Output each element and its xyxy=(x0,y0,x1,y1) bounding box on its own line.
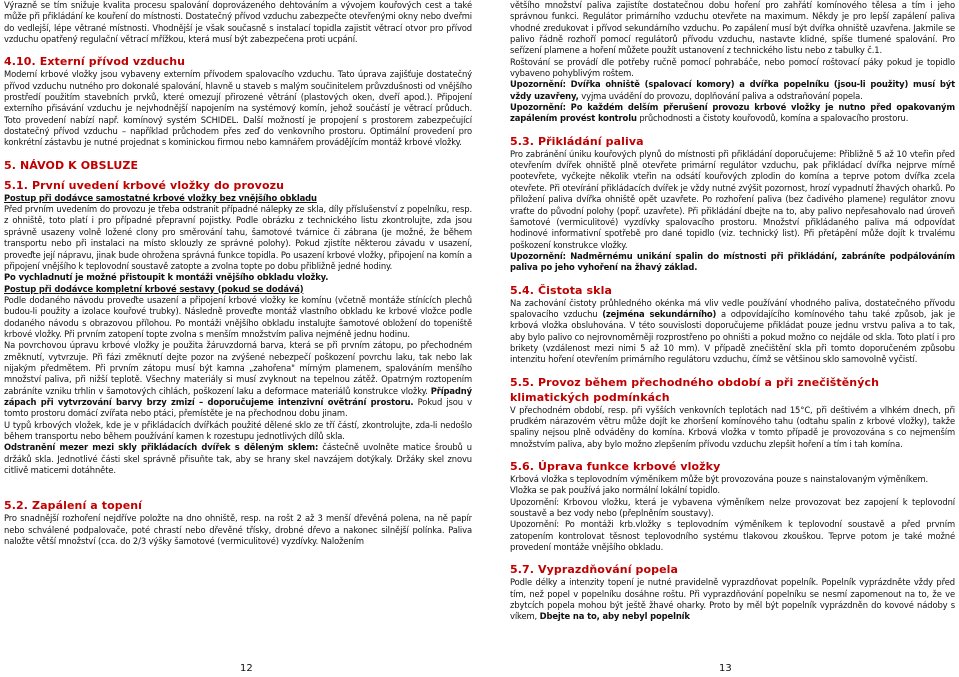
heading-5-5: 5.5. Provoz během přechodného období a při znečištěných klimatických podmínkách xyxy=(510,375,880,404)
glass-text-b: a odpovídajícího komínového tahu také způsob, jak je krbová vložka obsluhována. V této souvislosti doporučujeme přikládat pouze jednu vrstvu paliva a to tak, aby bylo palivo co nejrovnoměrněji rozprostřeno po ohništi a pokud možno co nejdále od skla. Toto platí i pro brikety (vzdálenost mezi nimi 5 až 10 mm). V případě znečištění skla při tomto doporučeném způsobu intenzitu hoření otevřením primárního regulátoru vzduchu, čímž se většinou sklo samovolně vyčistí. xyxy=(510,308,955,365)
smell-warning: Případný zápach při vytvrzování barvy brzy zmizí – doporučujeme intenzivní ovětrání prostoru. xyxy=(4,385,472,407)
paragraph-5-6-b: Vložka se pak používá jako normální lokální topidlo. xyxy=(510,485,720,496)
left-page xyxy=(4,0,472,677)
warning-fuel: Upozornění: Nadměrnému unikání spalin do místnosti při přikládání, zabráníte podpálováním paliva po jeho vyhoření na žhavý základ. xyxy=(510,250,955,273)
paint-text: Na povrchovou úpravu krbové vložky je použita žáruvzdorná barva, která se při prvním zátopu, po přechodném změknutí, vytvrzuje. Při fázi změknutí dejte pozor na zvýšené nebezpečí poškození povrchu laku, tak nebo lak nijakým předmětem. Při prvním zátopu musí být kamna „zahořena" mírným plamenem, spalováním menšího množství paliva, při nižší teplotě. Všechny materiály si musí zvyknout na tepelnou zátěž. Opatrným roztopením zabráníte vzniku trhlin v šamotových cihlách, poškození laku a deformace materiálů konstrukce vložky. xyxy=(4,340,472,396)
heading-5-6: 5.6. Úprava funkce krbové vložky xyxy=(510,460,721,473)
heading-5-1: 5.1. První uvedení krbové vložky do provozu xyxy=(4,178,285,192)
heading-5-4: 5.4. Čistota skla xyxy=(510,283,612,297)
heading-4-10: 4.10. Externí přívod vzduchu xyxy=(4,55,186,69)
paragraph-4-10: Moderní krbové vložky jsou vybaveny externím přívodem spalovacího vzduchu. Tato úprava zajišťuje dostatečný přívod vzduchu nutného pro dokonalé spalování, hlavně u staveb s malým součinitelem průvzdušnosti od vnějšího prostředí použitím stavebních prvků, které omezují přirozené větrání (plastových oken, dveří apod.). Připojení externího přisávání vzduchu je nejvhodnější napojením na systémový komín, jehož součástí je větrací průduch. Toto provedení nabízí např. komínový systém SCHIDEL. Další možností je propojení s prostorem zabezpečující dostatečný přívod vzduchu – například průchodem přes zeď do venkovního prostoru. Optimální provedení pro konkrétní zástavbu je nutné projednat s kominickou firmou nebo kamnářem provádějícím montáž krbové vložky. xyxy=(4,69,472,148)
ash-text: Podle délky a intenzity topení je nutné pravidelně vyprazdňovat popelník. Popelník vyprázdněte vždy před tím, než popel v popelníku dosáhne roštu. Při vyprazdňování popelníku se nesmí zapomenout na to, že ve zbytcích popela mohou být ještě žhavé oharky. Proto by měl být popelník vyprázdněn do kovové nádoby s víkem, xyxy=(510,577,955,622)
bold-note-cladding: Po vychladnutí je možné přistoupit k montáži vnějšího obkladu vložky. xyxy=(4,272,329,283)
paragraph-5-3: Pro zabránění úniku kouřových plynů do místnosti při přikládání doporučujeme: Přibližně 5 až 10 vteřin před otevřením dvířek ohniště plně otevřete primární regulátor vzduchu, pak přikládací dvířka nejprve mírně pootevřete, vyčkejte několik vteřin na odsátí kouřových zplodin do komína a teprve potom dvířka zcela otevřete. Při otevírání přikládacích dvířek je vždy nutné zvýšit pozornost, hrozí vypadnutí žhavých oharků. Po přiložení paliva dvířka ohniště opět uzavřete. Po rozhoření paliva (bez čadivého plamene) regulátor znovu vraťte do původní polohy (popř. uzavřete). Při přikládání dbejte na to, aby palivo nepřesahovalo nad úroveň šamotové (vermiculitové) vyzdívky spalovacího prostoru. Množství přikládaného paliva má odpovídat hodinové informativní spotřebě pro dané topidlo (viz. technický list). Při přetápění může dojít k trvalému poškození konstrukce vložky. xyxy=(510,148,955,250)
paragraph-5-6-d: Upozornění: Po montáži krb.vložky s teplovodním výměníkem k teplovodní soustavě a před prvním zatopením kontrolovat těsnost teplovodního systému tlakovou zkouškou. Teprve potom je také možné provedení montáže vnějšího obkladu. xyxy=(510,519,955,553)
paragraph-5-7 xyxy=(510,577,955,622)
heading-5: 5. NÁVOD K OBSLUZE xyxy=(4,158,139,172)
glass-text-a: Na zachování čistoty průhledného okénka má vliv vedle používání vhodného paliva, dostatečného přívodu spalovacího vzduchu xyxy=(510,297,955,319)
warning-interruption-text: průchodnosti a čistoty kouřovodů, komína a spalovacího prostoru. xyxy=(639,113,909,124)
paragraph-5-6-a: Krbová vložka s teplovodním výměníkem může být provozována pouze s nainstalovaným výměníkem. xyxy=(510,474,929,484)
page-number-left: 12 xyxy=(240,663,253,674)
intro-paragraph: Výrazně se tím snižuje kvalita procesu spalování doprovázeného dehtováním a vývojem kouřových cest a také může při přikládání ke kouření do místnosti. Dostatečný přívod vzduchu zabezpečte otevřenými okny nebo dveřmi do vedlejší, lépe větrané místnosti. Vhodnější je však současně s instalací topidla zajistit větrací otvor pro přívod vzduchu opatřený regulační větrací mřížkou, která musí být zabezpečena proti ucpání. xyxy=(4,0,472,45)
paragraph-5-1-d: U typů krbových vložek, kde je v přikládacích dvířkách použité dělené sklo ze tří částí, zkontrolujte, zda-li nedošlo během transportu nebo během používání kamen k rozestupu jednotlivých dílů skla. xyxy=(4,419,472,441)
paragraph-continued: většího množství paliva zajistíte dostatečnou dobu hoření pro zahřátí komínového tělesa a tím i jeho správnou funkci. Regulátor primárního vzduchu otevřete na maximum. Někdy je pro lepší zapálení paliva vhodné zredukovat i přívod sekundárního vzduchu. Po zapálení musí být dvířka ohniště uzavřena. Jakmile se palivo řádně rozhoří pomocí regulátorů přívodu vzduchu, nastavte klidné, spíše tlumené spalování. Pro seřízení plamene a hoření můžete použít ustanovení z technického listu nebo z tabulky č.1. xyxy=(510,0,955,56)
right-page-content xyxy=(510,0,955,623)
heading-5-7: 5.7. Vyprazdňování popela xyxy=(510,563,679,577)
warning-doors-bold: Upozornění: Dvířka ohniště (spalovací komory) a dvířka popelníku (jsou-li použity) musí být vždy uzavřeny, xyxy=(510,79,955,101)
paragraph-5-6-c: Upozornění: Krbovou vložku, která je vybavena výměníkem nelze provozovat bez zapojení k teplovodní soustavě a bez vody nebo (přeplněním soustavy). xyxy=(510,496,955,519)
paragraph-5-1-a: Před prvním uvedením do provozu je třeba odstranit případné nálepky ze skla, díly příslušenství z popelníku, resp. z ohniště, toto platí i pro případné přepravní pojistky. Podle obrázku z technického listu zkontrolujte, zda jsou správně usazeny volně ložené clony pro směrování tahu, šamotové tvárnice či zábrana (je možné, že během transportu nebo při instalaci na místo sklouzly ze správné polohy). Pokud zjistíte některou závadu v usazení, proveďte její nápravu, jinak bude ohrožena správná funkce topidla. Po usazení krbové vložky, připojení na komín a připojení vnějšího k teplovodní soustavě zatopte a zvolna topte po dobu přibližně jedné hodiny. xyxy=(4,204,472,271)
paragraph-5-1-b: Podle dodaného návodu proveďte usazení a připojení krbové vložky ke komínu (včetně montáže stínících plechů budou-li použity a izolace kouřové trubky). Následně proveďte montáž vlastního obkladu ke krbové vložce podle dodaného návodu s obrazovou přílohou. Po montáži vnějšího obkladu instalujte šamotové obložení do topeniště krbové vložky. Při prvním zatopení topte zvolna s menším množstvím paliva nejméně jednu hodinu. xyxy=(4,294,472,339)
paragraph-5-2: Pro snadnější rozhoření nejdříve položte na dno ohniště, resp. na rošt 2 až 3 menší dřevěná polena, na ně papír nebo schválené podpalovače, poté chrastí nebo dřevěné třísky, drobné dřevo a nakonec silnější polínka. Paliva naložte větší množství (cca. do 2/3 výšky šamotové (vermiculitové) vyzdívky. Naložením xyxy=(4,513,472,547)
paragraph-5-1-c xyxy=(4,340,472,419)
paragraph-5-4 xyxy=(510,298,955,366)
warning-doors-text: vyjma uvádění do provozu, doplňování paliva a odstraňování popela. xyxy=(581,90,863,101)
left-page-content xyxy=(4,0,472,547)
heading-5-2: 5.2. Zapálení a topení xyxy=(4,499,143,513)
right-page xyxy=(510,0,955,677)
heading-5-3: 5.3. Přikládání paliva xyxy=(510,134,644,148)
glass-gap-text: částečně uvolněte matice šroubů u držáků skla. Jednotlivé části skel správně přisuňte tak, aby se hrany skel navzájem dotýkaly. Držáky skel znovu citlivě maticemi dotáhněte. xyxy=(4,442,472,476)
paragraph-5-5: V přechodném období, resp. při vyšších venkovních teplotách nad 15°C, při deštivém a vlhkém dnech, při prudkém nárazovém větru může dojít ke zhoršení komínového tahu (odtahu spalin z krbové vložky), takže spaliny nejsou plně odváděny do komína. Krbová vložka v tomto případě je provozována s co nejmenším množstvím paliva, aby bylo možno zlepšením přívodu vzduchu zlepšit hoření a tím i tah komína. xyxy=(510,404,955,449)
subheading-complete-set: Postup při dodávce kompletní krbové sestavy (pokud se dodává) xyxy=(4,283,304,294)
warning-doors xyxy=(510,79,955,102)
paragraph-5-1-e xyxy=(4,442,472,476)
warning-interruption-bold: Upozornění: Po každém delším přerušení provozu krbové vložky je nutno před opakovaným zapálením provést kontrolu xyxy=(510,102,955,124)
glass-gap-heading: Odstranění mezer mezi skly přikládacích dvířek s děleným sklem: xyxy=(4,442,319,453)
animals-note: Pokud jsou v tomto prostoru domácí zvířata nebo ptáci, přemístěte je na přechodnou dobu jinam. xyxy=(4,396,472,419)
paragraph-grate: Roštování se provádí dle potřeby ručně pomocí pohrabáče, nebo pomocí roštovací páky pokud je topidlo vybaveno pohyblivým roštem. xyxy=(510,56,955,79)
ash-warning-bold: Dbejte na to, aby nebyl popelník xyxy=(539,611,690,622)
subheading-standalone: Postup při dodávce samostatné krbové vložky bez vnějšího obkladu xyxy=(4,192,317,203)
glass-text-bold: (zejména sekundárního) xyxy=(602,308,717,319)
page-number-right: 13 xyxy=(719,663,732,674)
warning-interruption xyxy=(510,102,955,125)
